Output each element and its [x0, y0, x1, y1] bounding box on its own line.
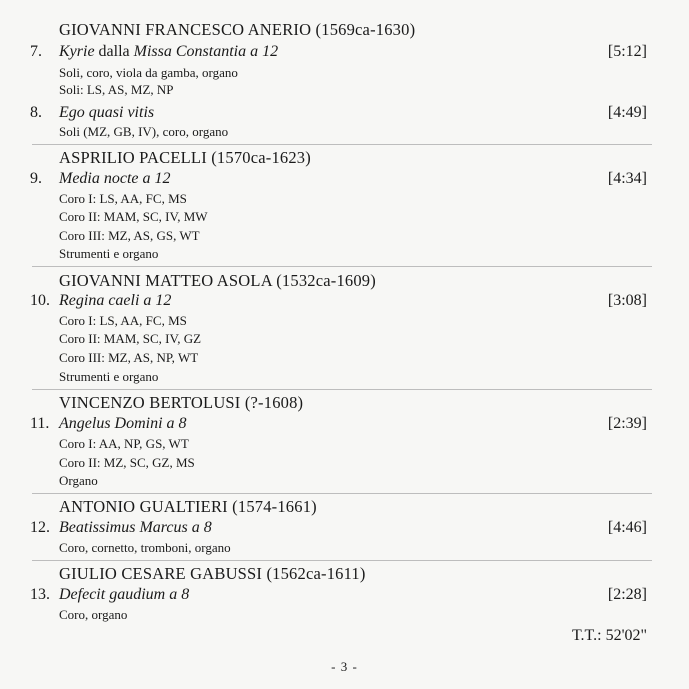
track-number: 11.: [30, 415, 50, 432]
track-number: 7.: [30, 43, 42, 60]
track-duration: [3:08]: [607, 292, 647, 309]
composer-heading: ANTONIO GUALTIERI (1574-1661): [59, 497, 317, 516]
section-divider: [32, 493, 652, 494]
composer-heading: GIOVANNI MATTEO ASOLA (1532ca-1609): [59, 271, 376, 290]
track-title-part: Kyrie: [59, 43, 95, 60]
track-detail: Coro II: MZ, SC, GZ, MS: [59, 455, 195, 470]
track-detail: Coro III: MZ, AS, GS, WT: [59, 228, 200, 243]
track-duration: [2:39]: [607, 415, 647, 432]
track-detail: Coro I: LS, AA, FC, MS: [59, 191, 187, 206]
section-divider: [32, 389, 652, 390]
composer-heading: GIULIO CESARE GABUSSI (1562ca-1611): [59, 564, 366, 583]
track-title: Angelus Domini a 8: [59, 415, 187, 432]
track-title-part: dalla: [94, 43, 134, 60]
track-detail: Soli (MZ, GB, IV), coro, organo: [59, 124, 229, 139]
track-detail: Strumenti e organo: [59, 369, 159, 384]
track-number: 13.: [30, 586, 50, 603]
composer-heading: ASPRILIO PACELLI (1570ca-1623): [59, 148, 311, 167]
track-detail: Soli, coro, viola da gamba, organo: [59, 65, 238, 80]
track-detail: Organo: [59, 473, 98, 488]
section-divider: [32, 144, 652, 145]
track-detail: Coro, cornetto, tromboni, organo: [59, 540, 231, 555]
track-title: [59, 43, 278, 61]
track-title: Media nocte a 12: [59, 170, 171, 187]
track-detail: Coro I: AA, NP, GS, WT: [59, 436, 189, 451]
composer-heading: VINCENZO BERTOLUSI (?-1608): [59, 393, 304, 412]
track-detail: Coro I: LS, AA, FC, MS: [59, 313, 187, 328]
track-duration: [4:34]: [607, 170, 647, 187]
track-duration: [4:49]: [607, 104, 647, 121]
section-divider: [32, 560, 652, 561]
track-number: 10.: [30, 292, 50, 309]
section-divider: [32, 266, 652, 267]
total-time: T.T.: 52'02": [571, 627, 647, 644]
track-title: Regina caeli a 12: [59, 292, 172, 309]
track-number: 12.: [30, 519, 50, 536]
track-title: Ego quasi vitis: [59, 104, 155, 121]
track-number: 9.: [30, 170, 42, 187]
track-detail: Coro II: MAM, SC, IV, GZ: [59, 331, 202, 346]
track-number: 8.: [30, 104, 42, 121]
track-detail: Coro, organo: [59, 607, 128, 622]
page-number: - 3 -: [331, 659, 358, 674]
track-detail: Strumenti e organo: [59, 246, 159, 261]
track-duration: [4:46]: [607, 519, 647, 536]
track-title: Defecit gaudium a 8: [59, 586, 190, 603]
track-duration: [2:28]: [607, 586, 647, 603]
track-title-part: Missa Constantia a 12: [133, 43, 279, 60]
track-duration: [5:12]: [607, 43, 647, 60]
composer-heading: GIOVANNI FRANCESCO ANERIO (1569ca-1630): [59, 20, 416, 39]
track-detail: Soli: LS, AS, MZ, NP: [59, 82, 174, 97]
track-detail: Coro III: MZ, AS, NP, WT: [59, 350, 199, 365]
track-title: Beatissimus Marcus a 8: [59, 519, 212, 536]
track-detail: Coro II: MAM, SC, IV, MW: [59, 209, 208, 224]
